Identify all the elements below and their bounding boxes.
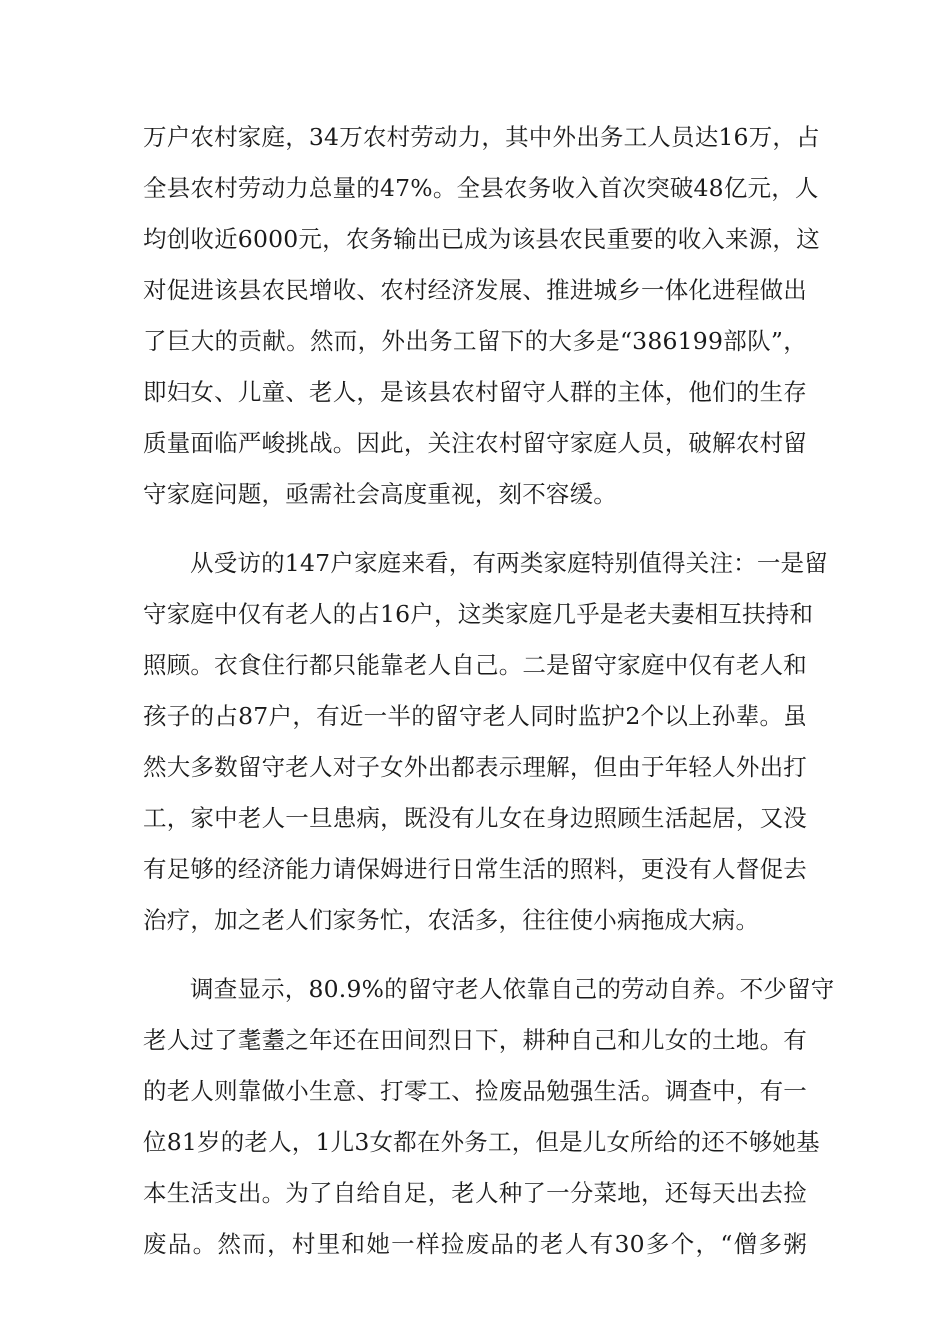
paragraph-3	[143, 964, 835, 1270]
text-line: 守家庭中仅有老人的占16户，这类家庭几乎是老夫妻相互扶持和	[143, 600, 814, 628]
document-body	[143, 112, 835, 1270]
text-line: 对促进该县农民增收、农村经济发展、推进城乡一体化进程做出	[143, 276, 807, 304]
text-line: 全县农村劳动力总量的47%。全县农务收入首次突破48亿元，人	[143, 174, 819, 202]
text-line: 均创收近6000元，农务输出已成为该县农民重要的收入来源，这	[143, 225, 820, 253]
paragraph-2	[143, 538, 828, 946]
text-line: 的老人则靠做小生意、打零工、捡废品勉强生活。调查中，有一	[143, 1077, 807, 1105]
text-line: 孩子的占87户，有近一半的留守老人同时监护2个以上孙辈。虽	[143, 702, 807, 730]
paragraph-1	[143, 112, 820, 520]
text-line: 本生活支出。为了自给自足，老人种了一分菜地，还每天出去捡	[143, 1179, 807, 1207]
text-line: 有足够的经济能力请保姆进行日常生活的照料，更没有人督促去	[143, 855, 807, 883]
text-line: 了巨大的贡献。然而，外出务工留下的大多是“386199部队”，	[143, 327, 807, 355]
text-line: 质量面临严峻挑战。因此，关注农村留守家庭人员，破解农村留	[143, 429, 807, 457]
text-line: 位81岁的老人，1儿3女都在外务工，但是儿女所给的还不够她基	[143, 1128, 820, 1156]
text-line: 工，家中老人一旦患病，既没有儿女在身边照顾生活起居，又没	[143, 804, 807, 832]
text-line: 从受访的147户家庭来看，有两类家庭特别值得关注：一是留	[190, 549, 828, 577]
text-line: 调查显示，80.9%的留守老人依靠自己的劳动自养。不少留守	[190, 975, 835, 1003]
text-line: 废品。然而，村里和她一样捡废品的老人有30多个，“僧多粥	[143, 1230, 807, 1258]
text-line: 照顾。衣食住行都只能靠老人自己。二是留守家庭中仅有老人和	[143, 651, 807, 679]
text-line: 万户农村家庭，34万农村劳动力，其中外出务工人员达16万，占	[143, 123, 820, 151]
text-line: 然大多数留守老人对子女外出都表示理解，但由于年轻人外出打	[143, 753, 807, 781]
text-line: 治疗，加之老人们家务忙，农活多，往往使小病拖成大病。	[143, 906, 760, 934]
text-line: 守家庭问题，亟需社会高度重视，刻不容缓。	[143, 480, 617, 508]
text-line: 即妇女、儿童、老人，是该县农村留守人群的主体，他们的生存	[143, 378, 807, 406]
text-line: 老人过了耄耋之年还在田间烈日下，耕种自己和儿女的土地。有	[143, 1026, 807, 1054]
